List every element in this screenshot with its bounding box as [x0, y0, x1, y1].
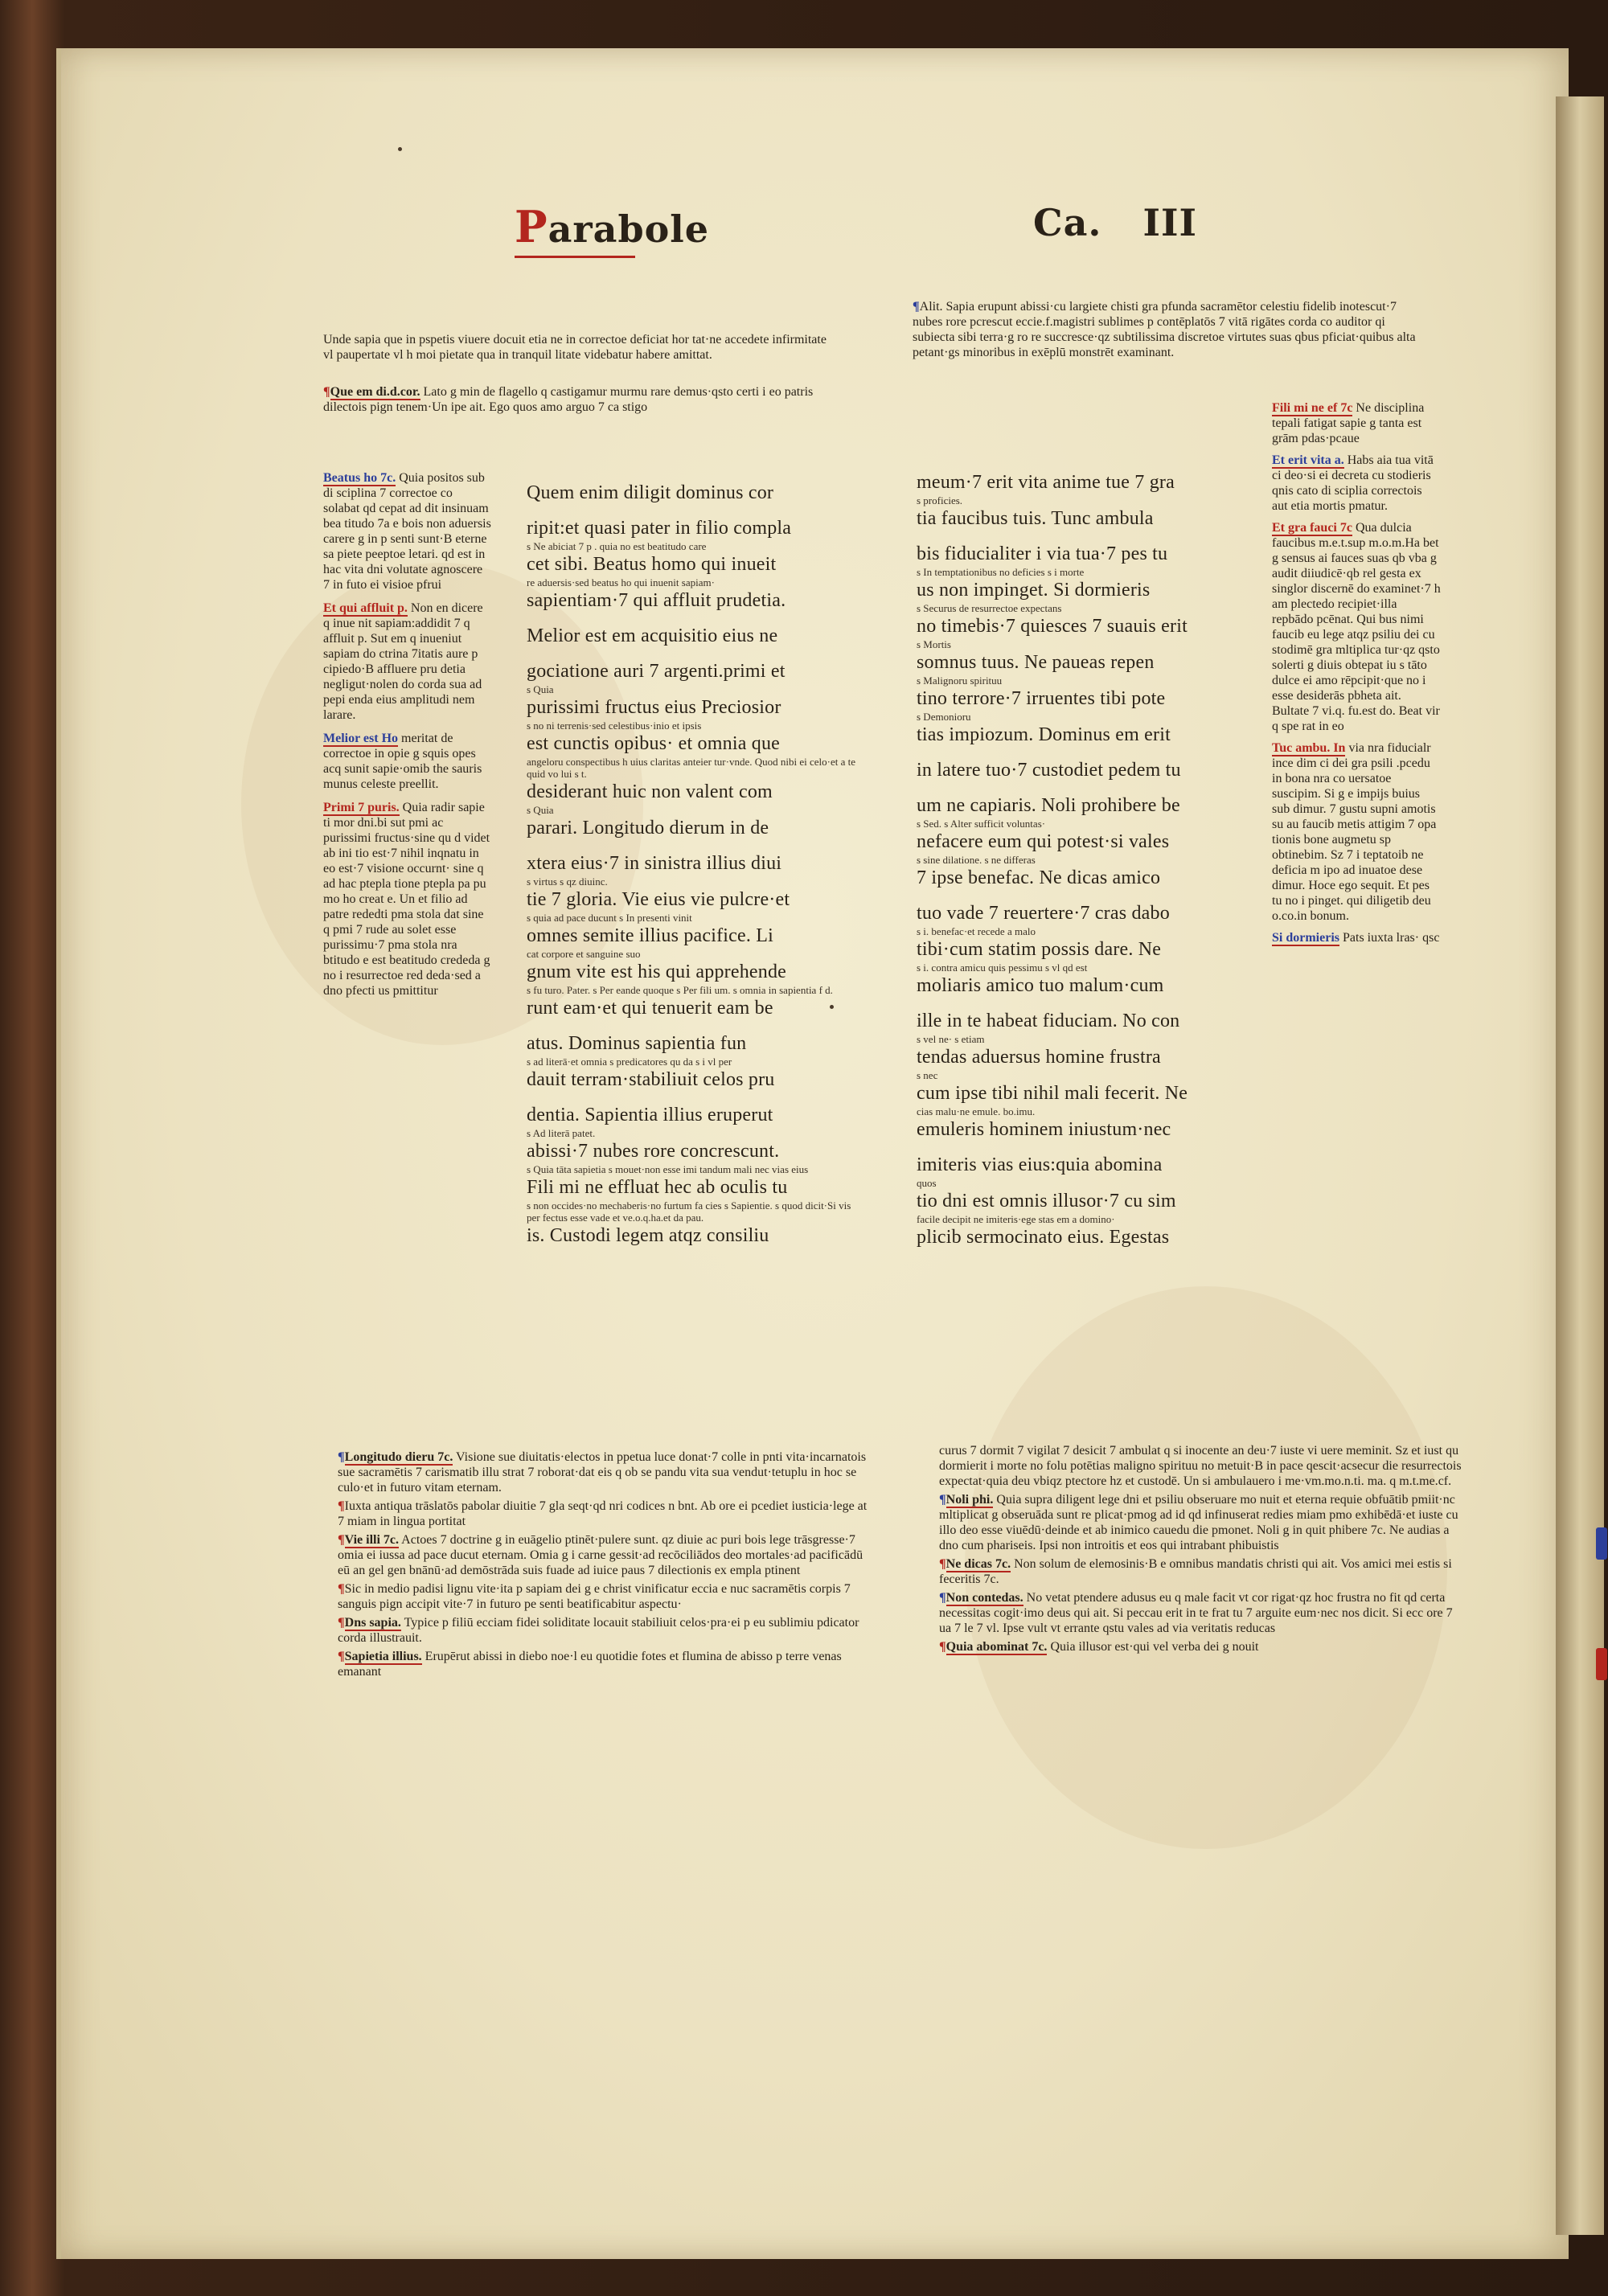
gloss-lemma: Tuc ambu. In	[1272, 741, 1346, 755]
gloss-lemma: Et gra fauci 7c	[1272, 521, 1352, 535]
right-gloss-top	[913, 299, 1427, 360]
interlinear-gloss: s Malignoru spirituu	[917, 674, 1003, 687]
facing-page-rubric	[1596, 1527, 1607, 1560]
interlinear-gloss: s fu turo. Pater. s Per eande quoque s Per fili um. s omnia in sapientia f d.	[527, 984, 833, 996]
lemma-initial: ¶	[939, 1557, 946, 1571]
main-text-line: Quem enim diligit dominus cor	[527, 482, 774, 503]
main-text-line: Melior est em acquisitio eius ne	[527, 625, 778, 646]
gloss-text: Actoes 7 doctrine g in euāgelio ptinēt·pulere sunt. qz diuie ac puri bois lege trāsgresse·7 omia ei iussa ad pace ducut eternam. Omia g i carne gessit·ad recōciliādos deo mortales·ad pacificādū eū an gel gen bnānū·ad demōstrāda suis fuade ad iuice paus 7 dilectionis ex empla ptinent	[338, 1533, 863, 1577]
main-text-line: ripit:et quasi pater in filio compla	[527, 518, 792, 539]
lemma-initial: ¶	[338, 1450, 345, 1464]
interlinear-gloss	[917, 998, 1254, 1009]
gloss-text: via nra fiducialr ince dim ci dei gra psili .pcedu in bona nra co uersatoe suscipim. Si g e impijs buius sub dimur. 7 gustu supni amotis su au faucib metis attigim 7 opa tionis bone augmetu sp obtinebim. Sz 7 i teptatoib ne deficia m ipo ad inuatoe dese dimur. Hoce ego sequit. Et pes tu no i pinget. qui diligetib deu o.co.in bonum.	[1272, 741, 1437, 923]
interlinear-gloss: s quia ad pace ducunt s In presenti vinit	[527, 912, 692, 924]
main-text-column-2	[917, 470, 1254, 1261]
main-text-line: tuo vade 7 reuertere·7 cras dabo	[917, 903, 1170, 924]
gloss-text: Ne disciplina tepali fatigat sapie g tanta est grām pdas·pcaue	[1272, 401, 1425, 445]
main-text-line: purissimi fructus eius Preciosior	[527, 697, 781, 718]
gloss-lemma: Que em di.d.cor.	[330, 385, 420, 399]
interlinear-gloss: quos	[917, 1177, 937, 1189]
lemma-initial: ¶	[323, 385, 330, 399]
gloss-entry	[338, 1581, 868, 1612]
gloss-lemma: Primi 7 puris.	[323, 801, 400, 814]
main-text-line: cet sibi. Beatus homo qui inueit	[527, 554, 777, 575]
gloss-lemma: Et qui affluit p.	[323, 601, 408, 615]
gloss-entry	[323, 800, 492, 998]
interlinear-gloss	[917, 1142, 1254, 1153]
interlinear-gloss: s Quia tāta sapietia s mouet·non esse imi tandum mali nec vias eius	[527, 1163, 809, 1175]
gloss-text: Lato g min de flagello q castigamur murmu rare demus·qsto certi i eo patris dilectois pign tenem·Un ipe ait. Ego quos amo arguo 7 ca stigo	[323, 385, 814, 414]
gloss-text: No vetat ptendere adusus eu q male facit vt cor rigat·qz hoc frustra no fit qd certa necessitas cogit·imo deus qui ait. Si peccau erit in te frat tu 7 arguite eum·nec nos dicit. Si ecc ore 7 ua 7 le 7 vl. Ipse vult vt errante qstu vales ad via veritatis reducas	[939, 1591, 1453, 1635]
facing-page-edge	[1556, 96, 1604, 2235]
running-title-left	[515, 201, 709, 252]
main-text-line: in latere tuo·7 custodiet pedem tu	[917, 760, 1181, 781]
main-text-line: nefacere eum qui potest·si vales	[917, 831, 1170, 852]
title-initial: P	[515, 201, 548, 252]
gloss-entry	[323, 601, 492, 723]
lemma-initial: ¶	[338, 1582, 345, 1596]
interlinear-gloss: s Securus de resurrectoe expectans	[917, 602, 1062, 614]
lemma-initial: ¶	[939, 1493, 946, 1507]
facing-page-rubric	[1596, 1648, 1607, 1680]
gloss-entry	[338, 1649, 868, 1679]
main-text-line: emuleris hominem iniustum·nec	[917, 1119, 1171, 1140]
main-text-line: gociatione auri 7 argenti.primi et	[527, 661, 786, 682]
interlinear-gloss	[917, 890, 1254, 901]
interlinear-gloss: s sine dilatione. s ne differas	[917, 854, 1036, 866]
gloss-entry	[338, 1532, 868, 1578]
interlinear-gloss	[527, 1248, 864, 1259]
running-title-right	[1033, 201, 1197, 244]
gloss-entry	[939, 1443, 1466, 1489]
gloss-text: Non solum de elemosinis·B e omnibus mandatis christi qui ait. Vos amici mei estis si feceritis 7c.	[939, 1557, 1452, 1586]
main-text-line: plicib sermocinato eius. Egestas	[917, 1227, 1170, 1248]
gloss-lemma: Si dormieris	[1272, 931, 1339, 945]
interlinear-gloss	[917, 1249, 1254, 1261]
gloss-lemma: Dns sapia.	[344, 1616, 401, 1630]
gloss-text: Erupērut abissi in diebo noe·l eu quotidie fotes et flumina de abisso p terre venas emanant	[338, 1650, 842, 1679]
gloss-text: Quia radir sapie ti mor dni.bi sut pmi ac purissimi fructus·sine qu d videt ab ini tio est·7 nihil inqnatu in eo est·7 visione occurnt· sine q ad hac ptepla tione ptepla pa pu mo ho creat e. Un et filio ad patre rededti pma stola dat sine q pmi 7 rude au solet esse purissimu·7 pma stola nra btitudo e est beatitudo crededa g no i resurrectoe red deda·sed a dno pfecti us pmittitur	[323, 801, 490, 998]
interlinear-gloss	[917, 531, 1254, 542]
main-text-line: tias impiozum. Dominus em erit	[917, 724, 1171, 745]
left-gloss-top: Unde sapia que in pspetis viuere docuit etia ne in correctoe deficiat hor tat·ne accedete infirmitate vl paupertate vl h moi pietate qua in tranquil litate videbatur habere amittat.	[323, 333, 827, 362]
main-text-line: abissi·7 nubes rore concrescunt.	[527, 1141, 780, 1162]
right-margin-gloss	[1272, 400, 1441, 952]
gloss-entry	[338, 1499, 868, 1529]
interlinear-gloss: s no ni terrenis·sed celestibus·inio et ipsis	[527, 720, 702, 732]
gloss-lemma: Sapietia illius.	[344, 1650, 422, 1663]
main-text-line: imiteris vias eius:quia abomina	[917, 1154, 1163, 1175]
gloss-text: bnt. Ab ore ei pcediet iusticia·lege at 7 miam in lingua portitat	[338, 1499, 868, 1528]
chapter-label: Ca.	[1033, 201, 1102, 244]
gloss-lemma: Melior est Ho	[323, 732, 399, 745]
gloss-lemma: Iuxta antiqua trāslatōs pabolar diuitie 7 gla seqt·qd nri codices n	[344, 1499, 675, 1513]
main-text-line: is. Custodi legem atqz consiliu	[527, 1225, 769, 1246]
gloss-entry	[338, 1615, 868, 1646]
interlinear-gloss	[527, 840, 864, 851]
interlinear-gloss: angeloru conspectibus h uius claritas anteier tur·vnde. Quod nibi ei celo·et a te quid vo lui s t.	[527, 756, 855, 780]
main-text-line: est cunctis opibus· et omnia que	[527, 733, 781, 754]
main-text-line: ille in te habeat fiduciam. No con	[917, 1011, 1180, 1031]
interlinear-gloss: cias malu·ne emule. bo.imu.	[917, 1105, 1036, 1117]
lemma-initial: ¶	[338, 1650, 345, 1663]
gloss-entry	[1272, 930, 1441, 945]
right-bottom-gloss	[939, 1443, 1466, 1658]
gloss-text: eccia e nuc sacramētis corpis 7 sanguis pign accipit vite·7 in futuro pe senti beatificabitur aspectu·	[338, 1582, 851, 1611]
main-text-line: tie 7 gloria. Vie eius vie pulcre·et	[527, 889, 790, 910]
main-text-line: runt eam·et qui tenuerit eam be	[527, 998, 773, 1019]
left-margin-gloss	[323, 470, 492, 1007]
interlinear-gloss	[917, 782, 1254, 793]
gloss-lemma: Beatus ho 7c.	[323, 471, 396, 485]
gloss-entry	[1272, 453, 1441, 514]
interlinear-gloss: s vel ne· s etiam	[917, 1033, 985, 1045]
main-text-line: dentia. Sapientia illius eruperut	[527, 1105, 773, 1125]
main-text-line: omnes semite illius pacifice. Li	[527, 925, 773, 946]
lemma-initial: ¶	[338, 1616, 345, 1630]
main-text-line: Fili mi ne effluat hec ab oculis tu	[527, 1177, 788, 1198]
main-text-line: gnum vite est his qui apprehende	[527, 961, 786, 982]
main-text-line: meum·7 erit vita anime tue 7 gra	[917, 472, 1175, 493]
gloss-lemma: Ne dicas 7c.	[946, 1557, 1011, 1571]
interlinear-gloss: s Quia	[527, 683, 554, 695]
main-text-line: tendas aduersus homine frustra	[917, 1047, 1161, 1068]
gloss-lemma: Fili mi ne ef 7c	[1272, 401, 1353, 415]
gloss-entry	[939, 1590, 1466, 1636]
interlinear-gloss: s Ne abiciat 7 p . quia no est beatitudo care	[527, 540, 707, 552]
gloss-text: Visione sue diuitatis·electos in ppetua luce donat·7 colle in pnti vita·incarnatois sue sacramētis 7 carismatib illu strat 7 roborat·dat eis q ob se pandu vita sua vendut·tetuplu in hoc se culo·et in futuro vitam eternam.	[338, 1450, 867, 1494]
gloss-text: Qua dulcia faucibus m.e.t.sup m.o.m.Ha bet g sensus ai fauces suas qb vba g audit diiudicē·qb rel gesta ex singlor discernē do examinet·7 h am plectedo recipiet·illa repbādo pcēnat. Qui bus nimi faucib eu lege atqz psiliu dei cu stodimē gra mltiplica tur·qz qsto solerti g diuis obtepat iu s tāto dulce ei amo rēpcipit·que no i esse desiderās pbheta ait. Bultate 7 vi.q. fu.est do. Beat vir q spe rat in eo	[1272, 521, 1441, 733]
gloss-entry	[338, 1449, 868, 1495]
main-text-line: um ne capiaris. Noli prohibere be	[917, 795, 1180, 816]
main-text-column-1	[527, 481, 864, 1259]
interlinear-gloss	[527, 1020, 864, 1031]
gloss-text: Typice p filiū ecciam fidei soliditate locauit stabiliuit celos·pra·ei p eu sublimiu pdicator corda illustrauit.	[338, 1616, 859, 1645]
interlinear-gloss: s ad literā·et omnia s predicatores qu da s i vl per	[527, 1056, 732, 1068]
interlinear-gloss: s Mortis	[917, 638, 951, 650]
gloss-text: curus 7 dormit 7 vigilat 7 desicit 7 ambulat q si inocente an deu·7 iuste vi uere meminit. Sz et iust qu dormierit i morte no folu potētias maligno spirituu no metuit·B in pace qescit·acsecur die resurrectois expectat·quia deu vbiqz ptectore hz et custodē. Un si ambulauero i me·vm.mo.n.ti. ma. q m.t.me.cf.	[939, 1444, 1462, 1488]
main-text-line: bis fiducialiter i via tua·7 pes tu	[917, 543, 1168, 564]
gloss-text: Alit. Sapia erupunt abissi·cu largiete chisti gra pfunda sacramētor celestiu fidelib inotescut·7 nubes rore pcrescut eccie.f.magistri sublimes p contēplatōs 7 vitā rigātes corda co auditor qi subiecta sibi terra·g ro re succresce·qz subtilissima discretoe virtutes suas qbus pficiat·quibus alta petant·gs minoribus in exēplū monstrēt examinant.	[913, 300, 1416, 359]
main-text-line: tino terrore·7 irruentes tibi pote	[917, 688, 1166, 709]
main-text-line: xtera eius·7 in sinistra illius diui	[527, 853, 782, 874]
interlinear-gloss: s Demonioru	[917, 711, 971, 723]
main-text-line: us non impinget. Si dormieris	[917, 580, 1151, 601]
main-text-line: moliaris amico tuo malum·cum	[917, 975, 1164, 996]
gloss-lemma: Sic in medio padisi lignu vite·ita p sapiam dei g e christ vinificatur	[344, 1582, 689, 1596]
main-text-line: sapientiam·7 qui affluit prudetia.	[527, 590, 786, 611]
left-bottom-gloss	[338, 1449, 868, 1683]
interlinear-gloss	[527, 648, 864, 659]
interlinear-gloss	[917, 747, 1254, 758]
main-text-line: tibi·cum statim possis dare. Ne	[917, 939, 1162, 960]
gloss-text: Quia positos sub di sciplina 7 correctoe co solabat qd cepat ad dit insinuam bea titudo 7a e bois non aduersis carere g in p senti sunt·B eterne sa piete peeptoe letari. qd est in hac vita dni volutate agnoscere 7 in futo ei visioe pfrui	[323, 471, 491, 592]
interlinear-gloss: re aduersis·sed beatus ho qui inuenit sapiam·	[527, 576, 715, 588]
gloss-entry	[939, 1639, 1466, 1654]
main-text-line: somnus tuus. Ne paueas repen	[917, 652, 1155, 673]
gloss-lemma: Quia abominat 7c.	[946, 1640, 1048, 1654]
interlinear-gloss: s i. contra amicu quis pessimu s vl qd est	[917, 961, 1088, 974]
chapter-number: III	[1142, 201, 1198, 244]
interlinear-gloss	[527, 1092, 864, 1103]
interlinear-gloss: cat corpore et sanguine suo	[527, 948, 641, 960]
gloss-entry	[323, 470, 492, 592]
lemma-initial: ¶	[913, 300, 920, 314]
gloss-lemma: Vie illi 7c.	[344, 1533, 400, 1547]
interlinear-gloss: facile decipit ne imiteris·ege stas em a domino·	[917, 1213, 1115, 1225]
gloss-entry	[939, 1492, 1466, 1553]
main-text-line: 7 ipse benefac. Ne dicas amico	[917, 867, 1161, 888]
gloss-entry	[939, 1556, 1466, 1587]
gloss-lemma: Non contedas.	[946, 1591, 1023, 1605]
interlinear-gloss	[527, 613, 864, 624]
interlinear-gloss: s non occides·no mechaberis·no furtum fa cies s Sapientie. s quod dicit·Si vis per fectus esse vade et ve.o.q.ha.et da pau.	[527, 1199, 851, 1224]
gloss-text: meritat de correctoe in opie g squis opes acq sunit sapie·omib the sauris munus celeste preellit.	[323, 732, 482, 791]
interlinear-gloss	[527, 505, 864, 516]
gloss-entry	[1272, 400, 1441, 446]
interlinear-gloss: s virtus s qz diuinc.	[527, 875, 608, 888]
interlinear-gloss: s nec	[917, 1069, 938, 1081]
title-text: arabole	[548, 207, 710, 251]
gloss-lemma: Longitudo dieru 7c.	[344, 1450, 453, 1464]
lemma-initial: ¶	[338, 1533, 345, 1547]
gloss-entry	[1272, 740, 1441, 924]
gloss-entry	[323, 731, 492, 792]
gloss-text: Non en dicere q inue nit sapiam:addidit 7 q affluit p. Sut em q inueniut sapiam do ctrina 7itatis aure p cipiedo·B affluere pru detia negligut·nolen do corda sua ad pepi enda eius amplitudi nem larare.	[323, 601, 483, 722]
interlinear-gloss: s i. benefac·et recede a malo	[917, 925, 1036, 937]
interlinear-gloss: s Ad literā patet.	[527, 1127, 596, 1139]
title-rubric-line	[515, 256, 635, 258]
main-text-line: dauit terram·stabiliuit celos pru	[527, 1069, 775, 1090]
gloss-text: Pats iuxta lras· qsc	[1343, 931, 1440, 945]
main-text-line: atus. Dominus sapientia fun	[527, 1033, 747, 1054]
main-text-line: cum ipse tibi nihil mali fecerit. Ne	[917, 1083, 1188, 1104]
interlinear-gloss: s Quia	[527, 804, 554, 816]
lemma-initial: ¶	[939, 1640, 946, 1654]
gloss-text: Quia illusor est·qui vel verba dei g nouit	[1050, 1640, 1259, 1654]
interlinear-gloss: s Sed. s Alter sufficit voluntas·	[917, 818, 1046, 830]
main-text-line: desiderant huic non valent com	[527, 781, 773, 802]
lemma-initial: ¶	[939, 1591, 946, 1605]
interlinear-gloss: s In temptationibus no deficies s i morte	[917, 566, 1085, 578]
interlinear-gloss: s proficies.	[917, 494, 963, 506]
left-gloss-second	[323, 384, 838, 415]
gloss-text: Quia supra diligent lege dni et psiliu obseruare mo nuit et eterna requie obfuātib pmiit·nc mltiplicat g obseruāda sunt re plicat·pmog ad id qd infinuserat redies miam pmo exhibēdā·et iuste cu illo deo esse viuēdū·deinde et ab inimico cauedu die pmonet. Noli g in quit phibere 7c. Ne audias a dno cum phariseis. Ipsi non introitis et eos qui intrabant phibuistis	[939, 1493, 1458, 1552]
gloss-entry	[1272, 520, 1441, 734]
ink-dot	[398, 147, 402, 151]
main-text-line: parari. Longitudo dierum in de	[527, 818, 769, 838]
main-text-line: tia faucibus tuis. Tunc ambula	[917, 508, 1154, 529]
lemma-initial: ¶	[338, 1499, 345, 1513]
gloss-lemma: Noli phi.	[946, 1493, 994, 1507]
gloss-text: Habs aia tua vitā ci deo·si ei decreta cu stodieris qnis cato di sciplia correctois aut etia mortis pmatur.	[1272, 453, 1434, 513]
main-text-line: tio dni est omnis illusor·7 cu sim	[917, 1191, 1176, 1212]
gloss-lemma: Et erit vita a.	[1272, 453, 1344, 467]
main-text-line: no timebis·7 quiesces 7 suauis erit	[917, 616, 1188, 637]
